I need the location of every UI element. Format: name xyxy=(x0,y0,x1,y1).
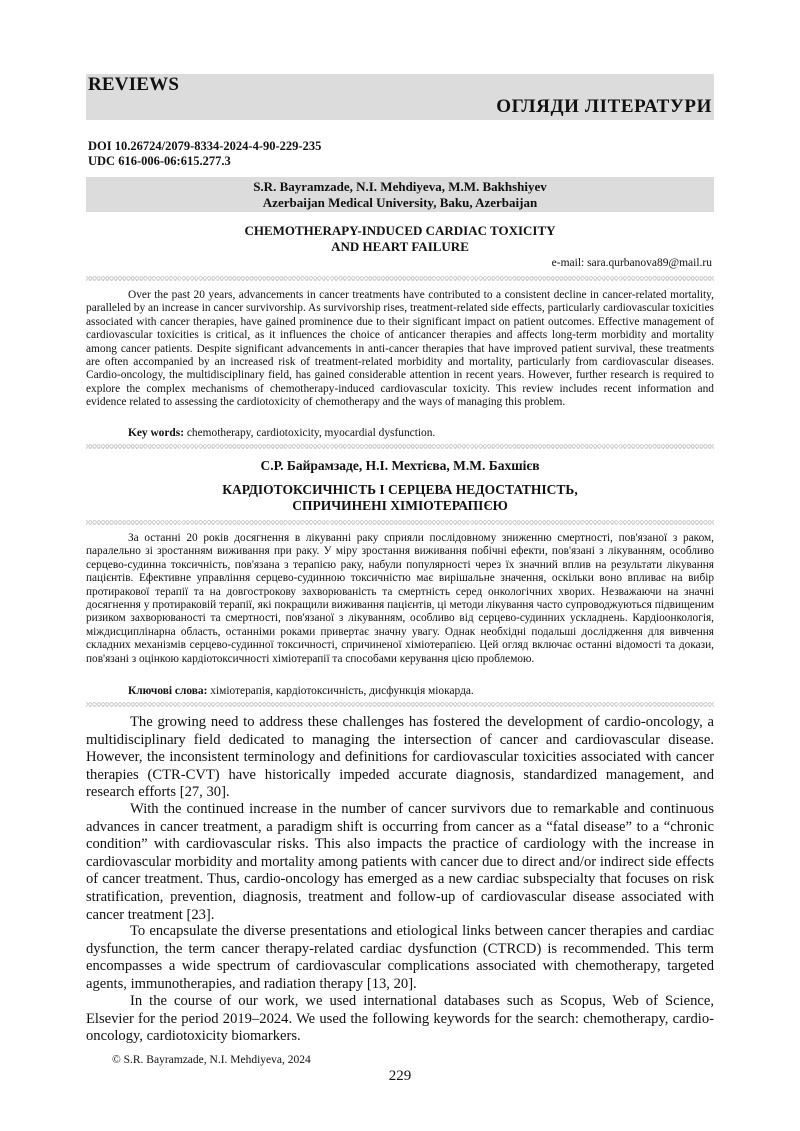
keywords-en xyxy=(128,427,435,439)
divider xyxy=(86,276,714,281)
email: e-mail: sara.qurbanova89@mail.ru xyxy=(551,257,712,269)
abstract-ua: За останні 20 років досягнення в лікуванні раку сприяли послідовному зниженню смертності, пов'язаної з раком, паралельно зі зростанням виживання при раку. У міру зростання виживання побічні ефекти, пов'язані з лікуванням, особливо серцево-судинна токсичність, пов'язана з терапією раку, набули популярності через їх значний вплив на результати лікування пацієнтів. Ефективне управління серцево-судинною токсичністю має вирішальне значення, оскільки воно впливає на вибір протиракової терапії та на довгострокову захворюваність та смертність серед онкологічних хворих. Незважаючи на значні досягнення у протираковій терапії, які покращили виживання пацієнтів, ці методи лікування часто супроводжуються підвищеним ризиком захворюваності та смертності, пов'язаної з лікуванням, особливо від серцево-судинних ускладнень. Кардіоонкологія, міждисциплінарна область, останніми роками привертає значну увагу. Однак необхідні подальші дослідження для вивчення складних механізмів серцево-судинної токсичності, спричиненої хіміотерапією. Цей огляд включає останні відомості та докази, пов'язані з оцінкою кардіотоксичності хіміотерапії та способами керування цією проблемою. xyxy=(86,532,714,665)
keywords-label-ua: Ключові слова: xyxy=(128,685,208,697)
body-paragraph: With the continued increase in the number of cancer survivors due to remarkable and continuous advances in cancer treatment, a paradigm shift is occurring from cancer as a “fatal disease” to a “chronic condition” with cardiovascular risks. This also impacts the practice of cardiology with the increase in cardiovascular morbidity and mortality among patients with cancer due to direct and/or indirect side effects of cancer treatment. Thus, cardio-oncology has emerged as a new cardiac subspecialty that focuses on risk stratification, prevention, diagnosis, treatment and follow-up of cardiovascular disease associated with cancer treatment [23]. xyxy=(86,801,714,923)
divider xyxy=(86,520,714,525)
section-label-ua: ОГЛЯДИ ЛІТЕРАТУРИ xyxy=(496,96,712,117)
authors-en: S.R. Bayramzade, N.I. Mehdiyeva, M.M. Bakhshiyev xyxy=(253,179,547,194)
udc: UDC 616-006-06:615.277.3 xyxy=(88,154,231,168)
section-label-en: REVIEWS xyxy=(88,74,180,95)
title-ua-line2: СПРИЧИНЕНІ ХІМІОТЕРАПІЄЮ xyxy=(292,498,508,513)
doi: DOI 10.26724/2079-8334-2024-4-90-229-235 xyxy=(88,139,322,153)
body-paragraph: In the course of our work, we used international databases such as Scopus, Web of Science, Elsevier for the period 2019–2024. We used the following keywords for the search: chemotherapy, cardio-oncology, cardiotoxicity biomarkers. xyxy=(86,993,714,1045)
title-en-line1: CHEMOTHERAPY-INDUCED CARDIAC TOXICITY xyxy=(244,223,556,238)
affiliation: Azerbaijan Medical University, Baku, Azerbaijan xyxy=(262,195,538,210)
keywords-ua xyxy=(128,685,474,697)
body-paragraph: The growing need to address these challenges has fostered the development of cardio-oncology, a multidisciplinary field dedicated to managing the intersection of cancer and cardiovascular disease. However, the inconsistent terminology and definitions for cardiovascular toxicities associated with cancer therapies (CTR-CVT) have historically impeded accurate diagnosis, standardized management, and research efforts [27, 30]. xyxy=(86,714,714,801)
section-bar-en xyxy=(86,74,714,98)
divider xyxy=(86,444,714,449)
keywords-label-en: Key words: xyxy=(128,427,184,439)
copyright: © S.R. Bayramzade, N.I. Mehdiyeva, 2024 xyxy=(112,1054,311,1066)
keywords-text-ua: хіміотерапія, кардіотоксичність, дисфункція міокарда. xyxy=(210,685,474,697)
divider xyxy=(86,702,714,707)
page-number: 229 xyxy=(388,1068,412,1084)
abstract-en: Over the past 20 years, advancements in cancer treatments have contributed to a consistent decline in cancer-related mortality, paralleled by an increase in cancer survivorship. As survivorship rises, treatment-related side effects, particularly cardiovascular toxicities associated with cancer therapies, have gained prominence due to their significant impact on patient outcomes. Effective management of cardiovascular toxicities is critical, as it influences the choice of anticancer therapies and affects long-term morbidity and mortality among cancer patients. Despite significant advancements in anti-cancer therapies that have improved patient survival, these treatments are often accompanied by an increased risk of treatment-related morbidity and mortality, particularly from cardiovascular diseases. Cardio-oncology, the multidisciplinary field, has gained considerable attention in recent years. However, further research is required to explore the complex mechanisms of chemotherapy-induced cardiovascular toxicity. This review includes recent information and evidence related to assessing the cardiotoxicity of chemotherapy and the ways of managing this problem. xyxy=(86,289,714,409)
title-en-line2: AND HEART FAILURE xyxy=(331,239,469,254)
body-paragraph: To encapsulate the diverse presentations and etiological links between cancer therapies and cardiac dysfunction, the term cancer therapy-related cardiac dysfunction (CTRCD) is recommended. This term encompasses a wide spectrum of cardiovascular complications associated with chemotherapy, targeted agents, immunotherapies, and radiation therapy [13, 20]. xyxy=(86,923,714,992)
title-ua-line1: КАРДІОТОКСИЧНІСТЬ І СЕРЦЕВА НЕДОСТАТНІСТЬ, xyxy=(222,482,578,497)
keywords-text-en: chemotherapy, cardiotoxicity, myocardial dysfunction. xyxy=(186,427,436,439)
authors-ua: С.Р. Байрамзаде, Н.І. Мехтієва, М.М. Бахшієв xyxy=(260,458,540,473)
